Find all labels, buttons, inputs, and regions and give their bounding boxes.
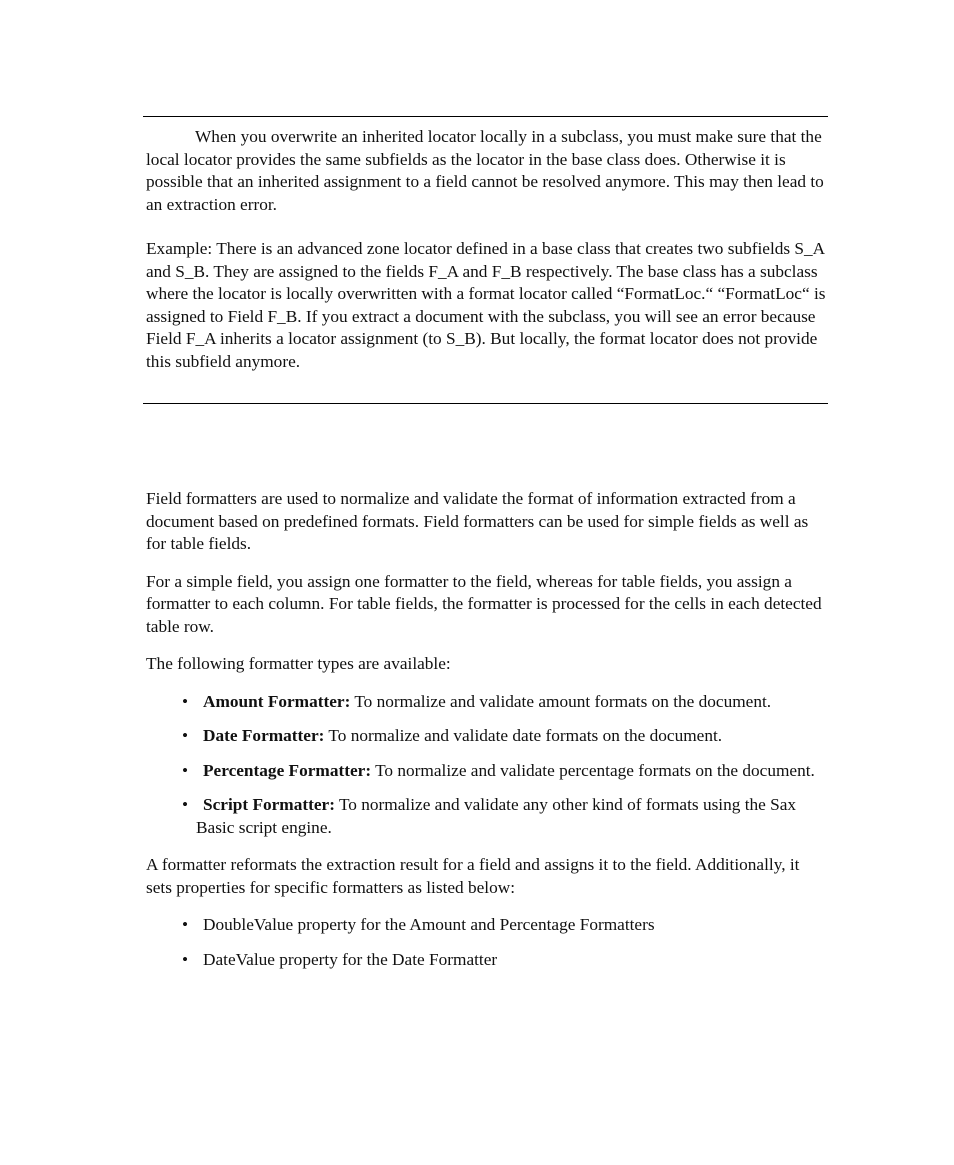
formatter-properties-list — [146, 914, 826, 971]
formatter-types-lead: The following formatter types are available: — [146, 654, 451, 673]
intro-paragraph-2: For a simple field, you assign one formatter to the field, whereas for table fields, you assign a formatter to each column. For table fields, the formatter is processed for the cells in each detected table row. — [146, 571, 822, 636]
list-item — [146, 949, 826, 972]
note-block — [146, 126, 826, 216]
bullet-icon: • — [182, 691, 189, 711]
list-item — [146, 760, 826, 783]
list-item — [146, 725, 826, 748]
formatter-description: To normalize and validate amount formats on the document. — [350, 691, 772, 711]
bullet-icon: • — [182, 915, 189, 934]
bullet-icon: • — [182, 726, 189, 745]
formatter-label: Amount Formatter: — [203, 691, 351, 711]
intro-paragraph-1: Field formatters are used to normalize and validate the format of information extracted from a document based on predefined formats. Field formatters can be used for simple fields as well as for table fields. — [146, 489, 809, 553]
list-item — [146, 794, 826, 839]
formatter-label: Date Formatter: — [203, 726, 325, 745]
formatter-types-list — [146, 691, 826, 840]
note-top-rule — [143, 116, 828, 117]
formatter-description: To normalize and validate percentage formats on the document. — [371, 760, 815, 780]
property-text: DoubleValue property for the Amount and Percentage Formatters — [203, 915, 655, 934]
note-bottom-rule — [143, 403, 828, 404]
property-text: DateValue property for the Date Formatter — [203, 949, 498, 969]
note-example-block — [146, 238, 826, 373]
bullet-icon: • — [182, 949, 189, 969]
bullet-icon: • — [182, 760, 189, 780]
formatter-label: Script Formatter: — [203, 795, 335, 814]
formatter-description: To normalize and validate date formats on the document. — [324, 726, 723, 745]
note-paragraph-example: Example: There is an advanced zone locator defined in a base class that creates two subfields S_A and S_B. They are assigned to the fields F_A and F_B respectively. The base class has a subclass where the locator is locally overwritten with a format locator called “FormatLoc.“ “FormatLoc“ is assigned to Field F_B. If you extract a document with the subclass, you will see an error because Field F_A inherits a locator assignment (to S_B). But locally, the format locator does not provide this subfield anymore. — [146, 239, 826, 371]
formatter-label: Percentage Formatter: — [203, 760, 372, 780]
list-item — [146, 691, 826, 714]
formatter-description: To normalize and validate any other kind of formats using the Sax Basic script engine. — [196, 795, 797, 837]
bullet-icon: • — [182, 795, 189, 814]
list-item — [146, 914, 826, 937]
note-paragraph-overwrite: When you overwrite an inherited locator locally in a subclass, you must make sure that the local locator provides the same subfields as the locator in the base class does. Otherwise it is possible that an inherited assignment to a field cannot be resolved anymore. This may then lead to an extraction error. — [146, 127, 824, 214]
field-formatters-section — [146, 488, 826, 986]
reformat-paragraph: A formatter reformats the extraction result for a field and assigns it to the field. Additionally, it sets properties for specific formatters as listed below: — [146, 855, 800, 897]
